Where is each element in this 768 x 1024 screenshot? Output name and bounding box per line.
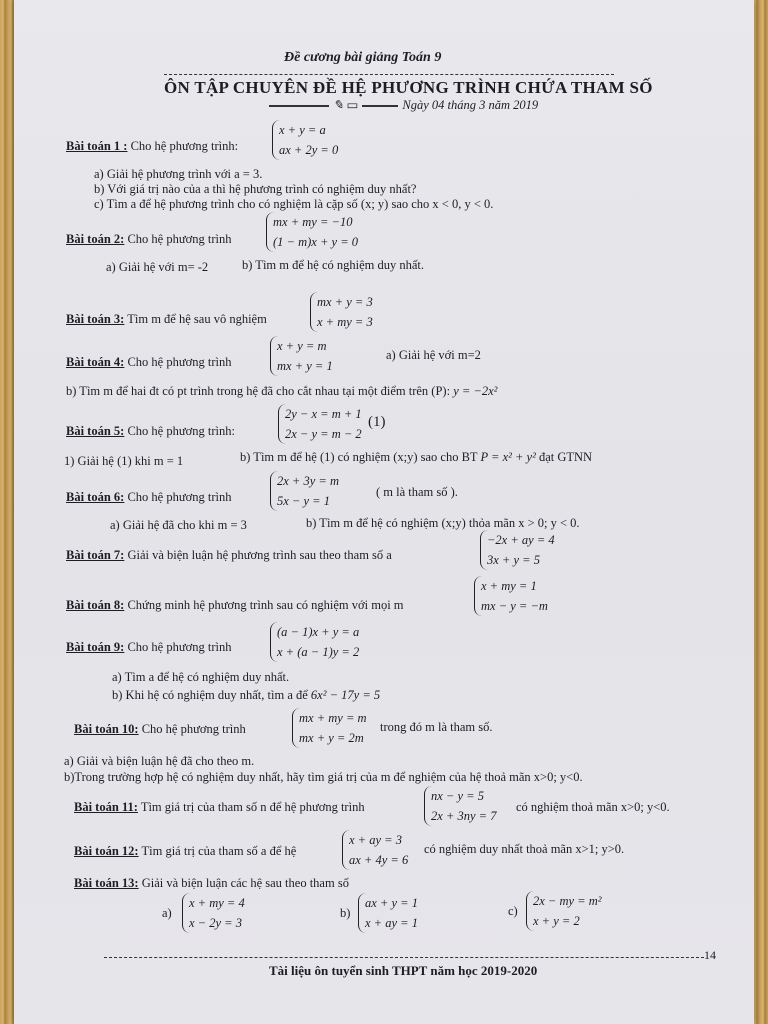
problem-10-heading xyxy=(74,722,246,737)
problem-part: a) Giải và biện luận hệ đã cho theo m. xyxy=(64,754,255,768)
ornament-line xyxy=(362,105,398,107)
equation: mx − y = −m xyxy=(481,599,548,613)
equation: x − 2y = 3 xyxy=(189,916,242,930)
problem-text: Chứng minh hệ phương trình sau có nghiệm với mọi m xyxy=(127,598,404,612)
equation: −2x + ay = 4 xyxy=(487,533,555,547)
header-subtitle: Đề cương bài giảng Toán 9 xyxy=(284,50,442,65)
problem-1-heading xyxy=(66,139,238,154)
equation-system xyxy=(342,830,408,870)
problem-label: Bài toán 2: xyxy=(66,232,125,246)
equation-system xyxy=(526,891,602,931)
problem-label: Bài toán 12: xyxy=(74,844,139,858)
problem-part: c) Tìm a để hệ phương trình cho có nghiệm là cặp số (x; y) sao cho x < 0, y < 0. xyxy=(94,197,494,211)
problem-part: b) Tìm m để hệ có nghiệm duy nhất. xyxy=(242,258,425,272)
problem-text: Cho hệ phương trình xyxy=(127,355,232,369)
equation: x + my = 4 xyxy=(189,896,245,910)
equation: ax + y = 1 xyxy=(365,896,418,910)
equation: 2y − x = m + 1 xyxy=(285,407,362,421)
problem-text: Cho hệ phương trình xyxy=(127,490,232,504)
equation: x + my = 1 xyxy=(481,579,537,593)
problem-part: a) Giải hệ với m= -2 xyxy=(106,260,209,274)
equation: x + y = 2 xyxy=(533,914,580,928)
equation-system xyxy=(358,893,418,933)
problem-text: Giải và biện luận hệ phương trình sau theo tham số a xyxy=(127,548,392,562)
problem-part: a) Giải hệ đã cho khi m = 3 xyxy=(110,518,247,532)
footer-text: Tài liệu ôn tuyển sinh THPT năm học 2019-2020 xyxy=(269,963,538,978)
equation-system xyxy=(292,708,367,748)
problem-note: ( m là tham số ). xyxy=(376,485,458,499)
equation-system xyxy=(474,576,548,616)
equation: x + y = m xyxy=(277,339,327,353)
equation: nx − y = 5 xyxy=(431,789,484,803)
problem-part: 1) Giải hệ (1) khi m = 1 xyxy=(64,454,184,468)
problem-part: a) Giải hệ phương trình với a = 3. xyxy=(94,167,263,181)
equation: mx + y = 2m xyxy=(299,731,364,745)
problem-5-heading xyxy=(66,424,235,439)
equation: 2x − my = m² xyxy=(533,894,602,908)
equation: 5x − y = 1 xyxy=(277,494,330,508)
problem-note: có nghiệm thoả mãn x>0; y<0. xyxy=(516,800,670,814)
subproblem-tag: a) xyxy=(162,906,172,920)
expression: P = x² + y² xyxy=(480,450,536,464)
worksheet-page xyxy=(14,0,754,1024)
footer-rule xyxy=(104,957,704,958)
part-text: b) Tìm m để hai đt có pt trình trong hệ đã cho cắt nhau tại một điểm trên (P): xyxy=(66,384,451,398)
problem-text: Cho hệ phương trình: xyxy=(127,424,235,438)
problem-6-heading xyxy=(66,490,231,505)
equation-system xyxy=(270,336,333,376)
parabola-equation: y = −2x² xyxy=(453,384,498,398)
problem-text: Tìm m để hệ sau vô nghiệm xyxy=(127,312,267,326)
problem-part: a) Giải hệ với m=2 xyxy=(386,348,481,362)
equation: x + ay = 1 xyxy=(365,916,418,930)
problem-13-heading xyxy=(74,876,349,891)
problem-11-heading xyxy=(74,800,365,815)
equation: mx + y = 1 xyxy=(277,359,333,373)
equation: x + y = a xyxy=(279,123,326,137)
equation-system xyxy=(480,530,555,570)
date-text: Ngày 04 tháng 3 năm 2019 xyxy=(402,98,539,112)
problem-label: Bài toán 9: xyxy=(66,640,125,654)
problem-text: Cho hệ phương trình xyxy=(127,232,232,246)
equation: mx + y = 3 xyxy=(317,295,373,309)
ornament-line xyxy=(269,105,329,107)
problem-label: Bài toán 6: xyxy=(66,490,125,504)
page-number: 14 xyxy=(704,948,716,962)
problem-label: Bài toán 3: xyxy=(66,312,125,326)
equation: x + ay = 3 xyxy=(349,833,402,847)
problem-note: trong đó m là tham số. xyxy=(380,720,493,734)
problem-text: Giải và biện luận các hệ sau theo tham số xyxy=(141,876,349,890)
equation: 2x + 3y = m xyxy=(277,474,339,488)
problem-label: Bài toán 11: xyxy=(74,800,138,814)
problem-label: Bài toán 8: xyxy=(66,598,125,612)
equation: (1 − m)x + y = 0 xyxy=(273,235,359,249)
problem-part xyxy=(66,384,497,399)
problem-label: Bài toán 5: xyxy=(66,424,125,438)
equation-system xyxy=(310,292,373,332)
problem-label: Bài toán 10: xyxy=(74,722,139,736)
problem-text: Cho hệ phương trình: xyxy=(130,139,239,153)
equation-system xyxy=(182,893,245,933)
equation: (a − 1)x + y = a xyxy=(277,625,360,639)
problem-4-heading xyxy=(66,355,231,370)
problem-text: Cho hệ phương trình xyxy=(141,722,246,736)
equation-tag: (1) xyxy=(368,414,386,430)
subproblem-tag: b) xyxy=(340,906,351,920)
equation: x + (a − 1)y = 2 xyxy=(277,645,360,659)
equation-system xyxy=(270,622,359,662)
problem-part: b)Trong trường hợp hệ có nghiệm duy nhất, hãy tìm giá trị của m để nghiệm của hệ thoả mãn x>0; y<0. xyxy=(64,770,583,784)
problem-label: Bài toán 4: xyxy=(66,355,125,369)
problem-part: b) Tìm m để hệ có nghiệm (x;y) thỏa mãn x > 0; y < 0. xyxy=(306,516,580,530)
equation-system xyxy=(278,404,362,444)
part-text: đạt GTNN xyxy=(538,450,593,464)
problem-7-heading xyxy=(66,548,392,563)
problem-text: Cho hệ phương trình xyxy=(127,640,232,654)
equation: mx + my = −10 xyxy=(273,215,353,229)
equation: mx + my = m xyxy=(299,711,367,725)
equation-system xyxy=(424,786,496,826)
equation: x + my = 3 xyxy=(317,315,373,329)
equation-system xyxy=(272,120,338,160)
book-icon: ✎ ▭ xyxy=(333,98,359,112)
problem-3-heading xyxy=(66,312,267,327)
problem-part: b) Với giá trị nào của a thì hệ phương trình có nghiệm duy nhất? xyxy=(94,182,417,196)
equation: 2x − y = m − 2 xyxy=(285,427,362,441)
equation-system xyxy=(270,471,339,511)
equation-system xyxy=(266,212,358,252)
problem-text: Tìm giá trị của tham số a để hệ xyxy=(141,844,297,858)
equation: ax + 4y = 6 xyxy=(349,853,409,867)
part-text: b) Tìm m để hệ (1) có nghiệm (x;y) sao cho BT xyxy=(240,450,478,464)
part-text: b) Khi hệ có nghiệm duy nhất, tìm a để xyxy=(112,688,308,702)
expression: 6x² − 17y = 5 xyxy=(310,688,381,702)
subproblem-tag: c) xyxy=(508,904,518,918)
equation: ax + 2y = 0 xyxy=(279,143,339,157)
problem-part xyxy=(112,688,380,703)
problem-part xyxy=(240,450,592,465)
problem-9-heading xyxy=(66,640,231,655)
problem-label: Bài toán 7: xyxy=(66,548,125,562)
problem-label: Bài toán 13: xyxy=(74,876,139,890)
problem-12-heading xyxy=(74,844,296,859)
page-title: ÔN TẬP CHUYÊN ĐỀ HỆ PHƯƠNG TRÌNH CHỨA THAM SỐ xyxy=(164,78,653,97)
problem-part: a) Tìm a để hệ có nghiệm duy nhất. xyxy=(112,670,290,684)
date-line xyxy=(269,97,538,113)
problem-8-heading xyxy=(66,598,404,613)
equation: 3x + y = 5 xyxy=(487,553,540,567)
problem-text: Tìm giá trị của tham số n để hệ phương trình xyxy=(140,800,365,814)
problem-2-heading xyxy=(66,232,231,247)
equation: 2x + 3ny = 7 xyxy=(431,809,497,823)
problem-note: có nghiệm duy nhất thoả mãn x>1; y>0. xyxy=(424,842,625,856)
header-rule xyxy=(164,74,614,75)
problem-label: Bài toán 1 : xyxy=(66,139,128,153)
